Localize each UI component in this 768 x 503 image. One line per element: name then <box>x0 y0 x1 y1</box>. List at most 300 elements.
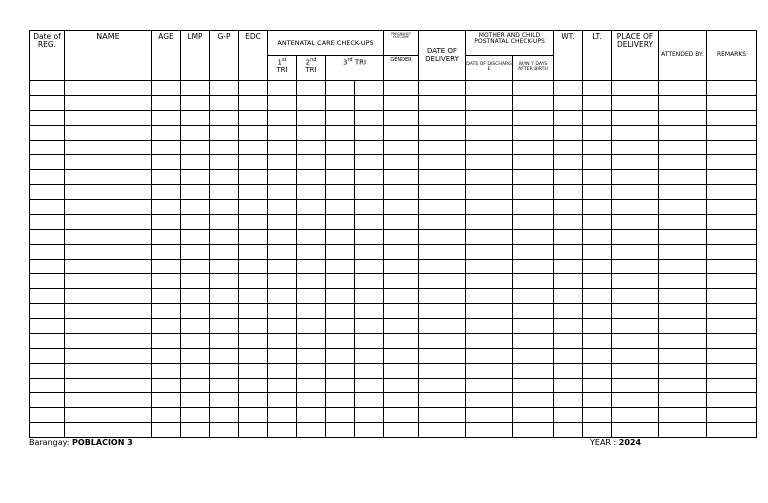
table-cell[interactable] <box>239 229 268 244</box>
table-cell[interactable] <box>419 408 466 423</box>
table-cell[interactable] <box>152 259 181 274</box>
table-cell[interactable] <box>419 81 466 96</box>
table-cell[interactable] <box>554 259 583 274</box>
table-cell[interactable] <box>326 155 355 170</box>
table-cell[interactable] <box>384 259 419 274</box>
table-cell[interactable] <box>554 378 583 393</box>
table-cell[interactable] <box>152 289 181 304</box>
table-cell[interactable] <box>326 259 355 274</box>
table-cell[interactable] <box>355 274 384 289</box>
table-cell[interactable] <box>355 125 384 140</box>
table-cell[interactable] <box>554 170 583 185</box>
table-cell[interactable] <box>268 408 297 423</box>
table-cell[interactable] <box>466 289 513 304</box>
table-cell[interactable] <box>210 155 239 170</box>
table-cell[interactable] <box>707 229 757 244</box>
table-cell[interactable] <box>554 185 583 200</box>
table-cell[interactable] <box>466 185 513 200</box>
table-cell[interactable] <box>466 348 513 363</box>
table-cell[interactable] <box>513 423 554 438</box>
table-cell[interactable] <box>326 408 355 423</box>
table-cell[interactable] <box>326 81 355 96</box>
table-cell[interactable] <box>65 378 152 393</box>
table-cell[interactable] <box>30 259 65 274</box>
table-cell[interactable] <box>210 378 239 393</box>
table-cell[interactable] <box>707 244 757 259</box>
table-cell[interactable] <box>513 378 554 393</box>
table-cell[interactable] <box>554 95 583 110</box>
table-cell[interactable] <box>210 170 239 185</box>
table-cell[interactable] <box>707 214 757 229</box>
table-cell[interactable] <box>554 81 583 96</box>
table-cell[interactable] <box>513 319 554 334</box>
table-cell[interactable] <box>659 423 707 438</box>
table-cell[interactable] <box>355 423 384 438</box>
table-cell[interactable] <box>419 110 466 125</box>
table-cell[interactable] <box>210 95 239 110</box>
table-cell[interactable] <box>239 185 268 200</box>
table-cell[interactable] <box>419 185 466 200</box>
table-cell[interactable] <box>268 185 297 200</box>
table-cell[interactable] <box>466 408 513 423</box>
table-cell[interactable] <box>419 155 466 170</box>
table-cell[interactable] <box>554 274 583 289</box>
table-cell[interactable] <box>659 363 707 378</box>
table-cell[interactable] <box>239 110 268 125</box>
table-cell[interactable] <box>554 244 583 259</box>
table-cell[interactable] <box>210 185 239 200</box>
table-cell[interactable] <box>659 274 707 289</box>
table-cell[interactable] <box>513 155 554 170</box>
table-cell[interactable] <box>419 229 466 244</box>
table-cell[interactable] <box>268 95 297 110</box>
table-cell[interactable] <box>152 140 181 155</box>
table-cell[interactable] <box>554 214 583 229</box>
table-cell[interactable] <box>707 155 757 170</box>
table-cell[interactable] <box>326 423 355 438</box>
table-cell[interactable] <box>583 140 612 155</box>
table-cell[interactable] <box>65 259 152 274</box>
table-cell[interactable] <box>466 274 513 289</box>
table-cell[interactable] <box>583 125 612 140</box>
table-cell[interactable] <box>65 244 152 259</box>
table-cell[interactable] <box>583 200 612 215</box>
table-cell[interactable] <box>297 170 326 185</box>
table-cell[interactable] <box>659 289 707 304</box>
table-cell[interactable] <box>30 333 65 348</box>
table-cell[interactable] <box>181 363 210 378</box>
table-cell[interactable] <box>181 185 210 200</box>
table-cell[interactable] <box>384 289 419 304</box>
table-cell[interactable] <box>513 229 554 244</box>
table-cell[interactable] <box>268 274 297 289</box>
table-cell[interactable] <box>30 125 65 140</box>
table-cell[interactable] <box>583 185 612 200</box>
table-cell[interactable] <box>239 155 268 170</box>
table-cell[interactable] <box>513 200 554 215</box>
table-cell[interactable] <box>268 200 297 215</box>
table-cell[interactable] <box>326 319 355 334</box>
table-cell[interactable] <box>419 259 466 274</box>
table-cell[interactable] <box>612 363 659 378</box>
table-cell[interactable] <box>239 170 268 185</box>
table-cell[interactable] <box>297 140 326 155</box>
table-cell[interactable] <box>326 140 355 155</box>
table-cell[interactable] <box>707 393 757 408</box>
table-cell[interactable] <box>268 244 297 259</box>
table-cell[interactable] <box>513 81 554 96</box>
table-cell[interactable] <box>612 110 659 125</box>
table-cell[interactable] <box>65 304 152 319</box>
table-cell[interactable] <box>466 81 513 96</box>
table-cell[interactable] <box>239 363 268 378</box>
table-cell[interactable] <box>384 363 419 378</box>
table-cell[interactable] <box>513 95 554 110</box>
table-cell[interactable] <box>583 304 612 319</box>
table-cell[interactable] <box>554 125 583 140</box>
table-cell[interactable] <box>239 408 268 423</box>
table-cell[interactable] <box>659 214 707 229</box>
table-cell[interactable] <box>612 408 659 423</box>
table-cell[interactable] <box>466 110 513 125</box>
table-cell[interactable] <box>152 333 181 348</box>
table-cell[interactable] <box>659 259 707 274</box>
table-cell[interactable] <box>297 393 326 408</box>
table-cell[interactable] <box>583 333 612 348</box>
table-cell[interactable] <box>707 408 757 423</box>
table-cell[interactable] <box>268 393 297 408</box>
table-cell[interactable] <box>65 333 152 348</box>
table-cell[interactable] <box>239 140 268 155</box>
table-cell[interactable] <box>554 110 583 125</box>
table-cell[interactable] <box>707 274 757 289</box>
table-cell[interactable] <box>30 393 65 408</box>
table-cell[interactable] <box>513 244 554 259</box>
table-cell[interactable] <box>152 408 181 423</box>
table-cell[interactable] <box>210 81 239 96</box>
table-cell[interactable] <box>554 348 583 363</box>
table-cell[interactable] <box>181 140 210 155</box>
table-cell[interactable] <box>466 214 513 229</box>
table-cell[interactable] <box>513 304 554 319</box>
table-cell[interactable] <box>583 170 612 185</box>
table-cell[interactable] <box>239 423 268 438</box>
table-cell[interactable] <box>419 244 466 259</box>
table-cell[interactable] <box>181 408 210 423</box>
table-cell[interactable] <box>554 393 583 408</box>
table-cell[interactable] <box>612 200 659 215</box>
table-cell[interactable] <box>326 185 355 200</box>
table-cell[interactable] <box>466 95 513 110</box>
table-cell[interactable] <box>65 348 152 363</box>
table-cell[interactable] <box>239 319 268 334</box>
table-cell[interactable] <box>384 393 419 408</box>
table-cell[interactable] <box>659 200 707 215</box>
table-cell[interactable] <box>707 170 757 185</box>
table-cell[interactable] <box>419 200 466 215</box>
table-cell[interactable] <box>659 155 707 170</box>
table-cell[interactable] <box>707 319 757 334</box>
table-cell[interactable] <box>210 423 239 438</box>
table-cell[interactable] <box>297 125 326 140</box>
table-cell[interactable] <box>268 348 297 363</box>
table-cell[interactable] <box>181 319 210 334</box>
table-cell[interactable] <box>152 110 181 125</box>
table-cell[interactable] <box>612 81 659 96</box>
table-cell[interactable] <box>210 408 239 423</box>
table-cell[interactable] <box>554 155 583 170</box>
table-cell[interactable] <box>297 244 326 259</box>
table-cell[interactable] <box>152 348 181 363</box>
table-cell[interactable] <box>30 244 65 259</box>
table-cell[interactable] <box>268 155 297 170</box>
table-cell[interactable] <box>554 333 583 348</box>
table-cell[interactable] <box>152 214 181 229</box>
table-cell[interactable] <box>707 333 757 348</box>
table-cell[interactable] <box>326 200 355 215</box>
table-cell[interactable] <box>583 214 612 229</box>
table-cell[interactable] <box>30 229 65 244</box>
table-cell[interactable] <box>659 393 707 408</box>
table-cell[interactable] <box>659 304 707 319</box>
table-cell[interactable] <box>65 125 152 140</box>
table-cell[interactable] <box>513 393 554 408</box>
table-cell[interactable] <box>384 229 419 244</box>
table-cell[interactable] <box>326 110 355 125</box>
table-cell[interactable] <box>384 348 419 363</box>
table-cell[interactable] <box>181 393 210 408</box>
table-cell[interactable] <box>268 378 297 393</box>
table-cell[interactable] <box>30 185 65 200</box>
table-cell[interactable] <box>707 81 757 96</box>
table-cell[interactable] <box>239 378 268 393</box>
table-cell[interactable] <box>181 95 210 110</box>
table-cell[interactable] <box>239 200 268 215</box>
table-cell[interactable] <box>326 393 355 408</box>
table-cell[interactable] <box>65 363 152 378</box>
table-cell[interactable] <box>612 259 659 274</box>
table-cell[interactable] <box>355 140 384 155</box>
table-cell[interactable] <box>466 140 513 155</box>
table-cell[interactable] <box>355 95 384 110</box>
table-cell[interactable] <box>612 140 659 155</box>
table-cell[interactable] <box>612 423 659 438</box>
table-cell[interactable] <box>297 214 326 229</box>
table-cell[interactable] <box>326 289 355 304</box>
table-cell[interactable] <box>326 95 355 110</box>
table-cell[interactable] <box>355 393 384 408</box>
table-cell[interactable] <box>513 259 554 274</box>
table-cell[interactable] <box>513 348 554 363</box>
table-cell[interactable] <box>268 319 297 334</box>
table-cell[interactable] <box>210 244 239 259</box>
table-cell[interactable] <box>355 110 384 125</box>
table-cell[interactable] <box>659 319 707 334</box>
table-cell[interactable] <box>297 200 326 215</box>
table-cell[interactable] <box>355 289 384 304</box>
table-cell[interactable] <box>355 214 384 229</box>
table-cell[interactable] <box>152 125 181 140</box>
table-cell[interactable] <box>297 110 326 125</box>
table-cell[interactable] <box>152 200 181 215</box>
table-cell[interactable] <box>268 140 297 155</box>
table-cell[interactable] <box>513 214 554 229</box>
table-cell[interactable] <box>297 155 326 170</box>
table-cell[interactable] <box>30 200 65 215</box>
table-cell[interactable] <box>297 304 326 319</box>
table-cell[interactable] <box>268 214 297 229</box>
table-cell[interactable] <box>513 110 554 125</box>
table-cell[interactable] <box>419 333 466 348</box>
table-cell[interactable] <box>513 185 554 200</box>
table-cell[interactable] <box>466 244 513 259</box>
table-cell[interactable] <box>419 319 466 334</box>
table-cell[interactable] <box>419 363 466 378</box>
table-cell[interactable] <box>513 274 554 289</box>
table-cell[interactable] <box>65 170 152 185</box>
table-cell[interactable] <box>384 95 419 110</box>
table-cell[interactable] <box>65 110 152 125</box>
table-cell[interactable] <box>612 155 659 170</box>
table-cell[interactable] <box>239 214 268 229</box>
table-cell[interactable] <box>659 333 707 348</box>
table-cell[interactable] <box>384 304 419 319</box>
table-cell[interactable] <box>30 155 65 170</box>
table-cell[interactable] <box>210 140 239 155</box>
table-cell[interactable] <box>384 274 419 289</box>
table-cell[interactable] <box>181 214 210 229</box>
table-cell[interactable] <box>297 378 326 393</box>
table-cell[interactable] <box>583 408 612 423</box>
table-cell[interactable] <box>30 170 65 185</box>
table-cell[interactable] <box>65 423 152 438</box>
table-cell[interactable] <box>466 125 513 140</box>
table-cell[interactable] <box>181 274 210 289</box>
table-cell[interactable] <box>152 378 181 393</box>
table-cell[interactable] <box>181 170 210 185</box>
table-cell[interactable] <box>30 304 65 319</box>
table-cell[interactable] <box>181 259 210 274</box>
table-cell[interactable] <box>326 304 355 319</box>
table-cell[interactable] <box>210 333 239 348</box>
table-cell[interactable] <box>297 363 326 378</box>
table-cell[interactable] <box>554 140 583 155</box>
table-cell[interactable] <box>297 289 326 304</box>
table-cell[interactable] <box>612 333 659 348</box>
table-cell[interactable] <box>583 155 612 170</box>
table-cell[interactable] <box>152 423 181 438</box>
table-cell[interactable] <box>554 423 583 438</box>
table-cell[interactable] <box>384 200 419 215</box>
table-cell[interactable] <box>268 229 297 244</box>
table-cell[interactable] <box>355 319 384 334</box>
table-cell[interactable] <box>297 81 326 96</box>
table-cell[interactable] <box>181 155 210 170</box>
table-cell[interactable] <box>65 289 152 304</box>
table-cell[interactable] <box>65 408 152 423</box>
table-cell[interactable] <box>30 289 65 304</box>
table-cell[interactable] <box>384 81 419 96</box>
table-cell[interactable] <box>419 214 466 229</box>
table-cell[interactable] <box>65 319 152 334</box>
table-cell[interactable] <box>326 214 355 229</box>
table-cell[interactable] <box>659 95 707 110</box>
table-cell[interactable] <box>583 423 612 438</box>
table-cell[interactable] <box>466 229 513 244</box>
table-cell[interactable] <box>419 423 466 438</box>
table-cell[interactable] <box>355 363 384 378</box>
table-cell[interactable] <box>326 274 355 289</box>
table-cell[interactable] <box>181 110 210 125</box>
table-cell[interactable] <box>583 274 612 289</box>
table-cell[interactable] <box>554 408 583 423</box>
table-cell[interactable] <box>583 348 612 363</box>
table-cell[interactable] <box>268 125 297 140</box>
table-cell[interactable] <box>466 333 513 348</box>
table-cell[interactable] <box>583 378 612 393</box>
table-cell[interactable] <box>384 408 419 423</box>
table-cell[interactable] <box>239 393 268 408</box>
table-cell[interactable] <box>30 408 65 423</box>
table-cell[interactable] <box>659 81 707 96</box>
table-cell[interactable] <box>326 125 355 140</box>
table-cell[interactable] <box>210 200 239 215</box>
table-cell[interactable] <box>513 140 554 155</box>
table-cell[interactable] <box>659 110 707 125</box>
table-cell[interactable] <box>466 200 513 215</box>
table-cell[interactable] <box>297 408 326 423</box>
table-cell[interactable] <box>355 333 384 348</box>
table-cell[interactable] <box>583 81 612 96</box>
table-cell[interactable] <box>554 319 583 334</box>
table-cell[interactable] <box>355 155 384 170</box>
table-cell[interactable] <box>30 378 65 393</box>
table-cell[interactable] <box>355 348 384 363</box>
table-cell[interactable] <box>181 333 210 348</box>
table-cell[interactable] <box>210 348 239 363</box>
table-cell[interactable] <box>612 274 659 289</box>
table-cell[interactable] <box>152 393 181 408</box>
table-cell[interactable] <box>466 423 513 438</box>
table-cell[interactable] <box>384 140 419 155</box>
table-cell[interactable] <box>65 81 152 96</box>
table-cell[interactable] <box>466 363 513 378</box>
table-cell[interactable] <box>65 95 152 110</box>
table-cell[interactable] <box>210 259 239 274</box>
table-cell[interactable] <box>268 363 297 378</box>
table-cell[interactable] <box>65 185 152 200</box>
table-cell[interactable] <box>181 200 210 215</box>
table-cell[interactable] <box>326 378 355 393</box>
table-cell[interactable] <box>30 214 65 229</box>
table-cell[interactable] <box>419 378 466 393</box>
table-cell[interactable] <box>612 319 659 334</box>
table-cell[interactable] <box>181 304 210 319</box>
table-cell[interactable] <box>466 378 513 393</box>
table-cell[interactable] <box>268 304 297 319</box>
table-cell[interactable] <box>583 229 612 244</box>
table-cell[interactable] <box>210 214 239 229</box>
table-cell[interactable] <box>707 378 757 393</box>
table-cell[interactable] <box>239 81 268 96</box>
table-cell[interactable] <box>181 229 210 244</box>
table-cell[interactable] <box>659 244 707 259</box>
table-cell[interactable] <box>707 289 757 304</box>
table-cell[interactable] <box>181 81 210 96</box>
table-cell[interactable] <box>268 333 297 348</box>
table-cell[interactable] <box>583 95 612 110</box>
table-cell[interactable] <box>466 319 513 334</box>
